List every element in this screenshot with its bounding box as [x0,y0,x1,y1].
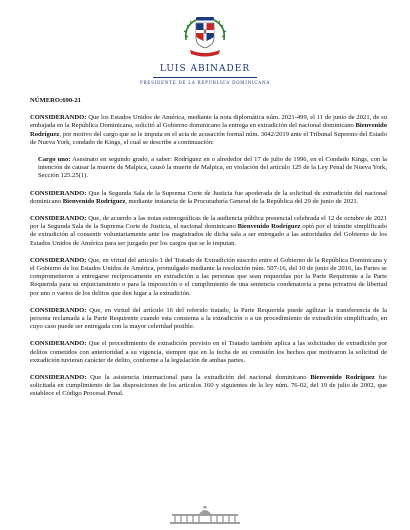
considerando-paragraph-7 [30,374,387,399]
considerando-paragraph-3 [30,215,387,248]
paragraph-lead: CONSIDERANDO: [30,215,87,223]
paragraph-text: Que los Estados Unidos de América, mediante la nota diplomática núm. 2021-499, el 11 de junio de 2021, de su embajada en la República Dominicana, solicitó al Gobierno dominicano la entrega en extradición del nacional dominicano [30,114,387,130]
paragraph-lead: CONSIDERANDO: [30,256,87,264]
charge-paragraph [38,156,387,181]
document-body [30,97,387,408]
paragraph-text: optó por el trámite simplificado de extradición al consentir voluntariamente ante los magistrados de dicha sala a ser entregado a las autoridades del Gobierno de los Estados Unidos de América para ser juzgado por los cargos que se le imputan. [30,223,387,247]
considerando-paragraph-1 [30,114,387,147]
paragraph-text: Que, en virtud del artículo 16 del referido tratado, la Parte Requerida puede agilizar la transferencia de la persona reclamada a la Parte Requirente cuando esta consienta a la extradición o a un procedimiento de extradición simplificado, en cuyo caso puede ser entregada con la mayor celeridad posible. [30,306,387,331]
paragraph-text: Asesinato en segundo grado, a saber: Rodríguez en o alrededor del 17 de julio de 1996, en el Condado Kings, con la intención de causar la muerte de Malpica, causó la muerte de Malpica, en violación del artículo 125 de la Ley Penal de Nueva York, Sección 125.25(1). [38,156,387,180]
paragraph-text: Que, de acuerdo a las notas estenográficas de la audiencia pública presencial celebrada el 12 de octubre de 2021 por la Segunda Sala de la Suprema Corte de Justicia, el nacional dominicano [30,215,387,231]
paragraph-lead: CONSIDERANDO: [30,114,87,122]
paragraph-text: , por motivo del cargo que se le imputa en el acta de acusación formal núm. 3042/2019 ante el Tribunal Supremo del Estado de Nueva York, condado de Kings, el cual se describe a continuación: [30,130,387,146]
person-name: Bienvenido Rodríguez [62,197,126,205]
charge-label: Cargo uno: [38,156,71,164]
national-palace-footer-icon [166,506,244,524]
considerando-paragraph-6 [30,340,387,365]
paragraph-lead: CONSIDERANDO: [30,340,87,348]
paragraph-lead: CONSIDERANDO: [30,306,87,314]
paragraph-lead: CONSIDERANDO: [30,374,87,382]
paragraph-text: Que la Segunda Sala de la Suprema Corte de Justicia fue apoderada de la solicitud de extradición del nacional dominicano [30,189,387,205]
document-number: NÚMERO:690-21 [30,97,81,104]
header-title: PRESIDENTE DE LA REPÚBLICA DOMINICANA [139,80,271,85]
paragraph-text: Que la asistencia internacional para la extradición del nacional dominicano [86,374,311,382]
paragraph-text: Que el procedimiento de extradición previsto en el Tratado también aplica a las solicitudes de extradición por delitos cometidos con anterioridad a su vigencia, siempre que en la fecha de su comisión los hechos que motivaron la solicitud de extradición tuvieran carácter de delito, conforme a la legislación de ambas partes. [30,340,387,364]
considerando-paragraph-5 [30,307,387,332]
person-name: Bienvenido Rodríguez [30,122,387,138]
coat-of-arms-seal [182,14,228,60]
considerando-paragraph-2 [30,190,387,206]
considerando-paragraph-4 [30,257,387,298]
person-name: Bienvenido Rodríguez [237,223,301,231]
paragraph-text: fue solicitada en cumplimiento de las disposiciones de los artículos 160 y siguientes de la ley núm. 76-02, del 19 de julio de 2002, que establece el Código Procesal Penal. [30,374,387,398]
paragraph-text: , mediante instancia de la Procuraduría General de la República del 29 de junio de 2021. [125,197,359,205]
paragraph-lead: CONSIDERANDO: [30,189,87,197]
header-divider [153,77,257,78]
header-name: LUIS ABINADER [159,64,251,74]
paragraph-text: Que, en virtud del artículo 1 del Tratado de Extradición suscrito entre el Gobierno de la República Dominicana y el Gobierno de los Estados Unidos de América, promulgado mediante la resolución núm. 507-16, del 10 de junio de 2016, las Partes se comprometieron a entregarse recíprocamente en extradición a las personas que sean requeridas por la Parte Requirente a la Parte Requerida para su enjuiciamiento o para la imposición o el cumplimiento de una sentencia condenatoria a pena privativa de libertad por uno o varios de los delitos que den lugar a la extradición. [30,256,387,297]
person-name: Bienvenido Rodríguez [310,374,375,382]
